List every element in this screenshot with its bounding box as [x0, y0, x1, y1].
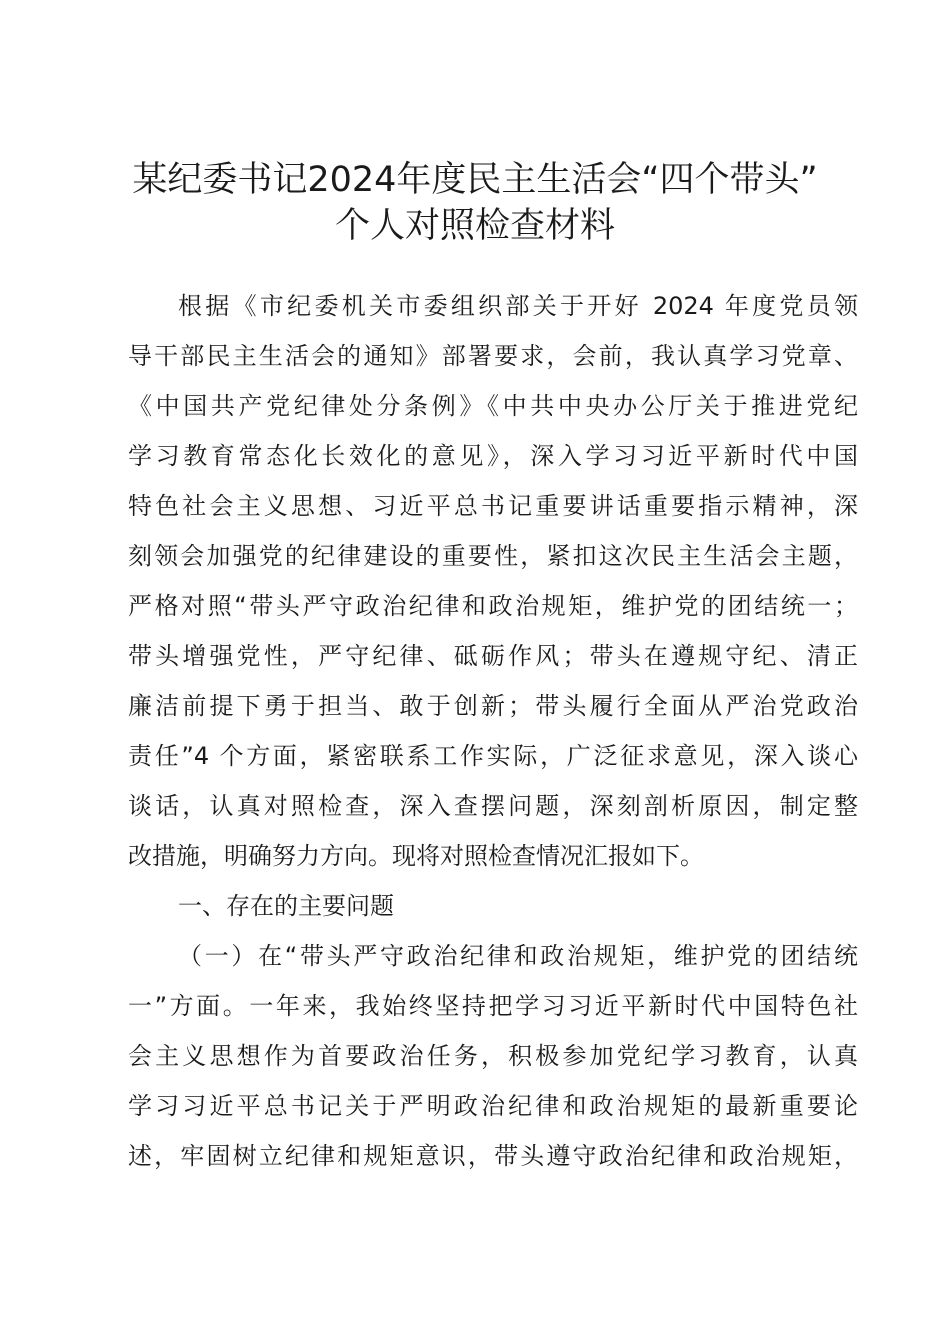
intro-paragraph-line: 改措施，明确努力方向。现将对照检查情况汇报如下。 [128, 842, 704, 870]
intro-paragraph-line: 导干部民主生活会的通知》部署要求，会前，我认真学习党章、 [128, 342, 858, 370]
subsection-paragraph-line: 会主义思想作为首要政治任务，积极参加党纪学习教育，认真 [128, 1042, 858, 1070]
intro-paragraph-line: 刻领会加强党的纪律建设的重要性，紧扣这次民主生活会主题， [128, 542, 858, 570]
intro-paragraph-line: 学习教育常态化长效化的意见》，深入学习习近平新时代中国 [128, 442, 858, 470]
intro-paragraph-line: 特色社会主义思想、习近平总书记重要讲话重要指示精神，深 [128, 492, 858, 520]
intro-paragraph-line: 责任”4 个方面，紧密联系工作实际，广泛征求意见，深入谈心 [128, 742, 858, 770]
subsection-paragraph-line: 一”方面。一年来，我始终坚持把学习习近平新时代中国特色社 [128, 992, 858, 1020]
subsection-paragraph-line: （一）在“带头严守政治纪律和政治规矩，维护党的团结统 [178, 942, 858, 970]
section-heading-main-problems: 一、存在的主要问题 [178, 892, 394, 920]
intro-paragraph-line: 《中国共产党纪律处分条例》《中共中央办公厅关于推进党纪 [128, 392, 858, 420]
intro-paragraph-line: 带头增强党性，严守纪律、砥砺作风；带头在遵规守纪、清正 [128, 642, 858, 670]
document-title-line-1: 某纪委书记2024年度民主生活会“四个带头” [132, 160, 818, 200]
document-title-line-2: 个人对照检查材料 [334, 206, 615, 246]
subsection-paragraph-line: 学习习近平总书记关于严明政治纪律和政治规矩的最新重要论 [128, 1092, 858, 1120]
intro-paragraph-line: 严格对照“带头严守政治纪律和政治规矩，维护党的团结统一； [128, 592, 858, 620]
intro-paragraph-line: 谈话，认真对照检查，深入查摆问题，深刻剖析原因，制定整 [128, 792, 858, 820]
intro-paragraph-line: 廉洁前提下勇于担当、敢于创新；带头履行全面从严治党政治 [128, 692, 858, 720]
subsection-paragraph-line: 述，牢固树立纪律和规矩意识，带头遵守政治纪律和政治规矩， [128, 1142, 858, 1170]
intro-paragraph-line: 根据《市纪委机关市委组织部关于开好 2024 年度党员领 [178, 292, 858, 320]
